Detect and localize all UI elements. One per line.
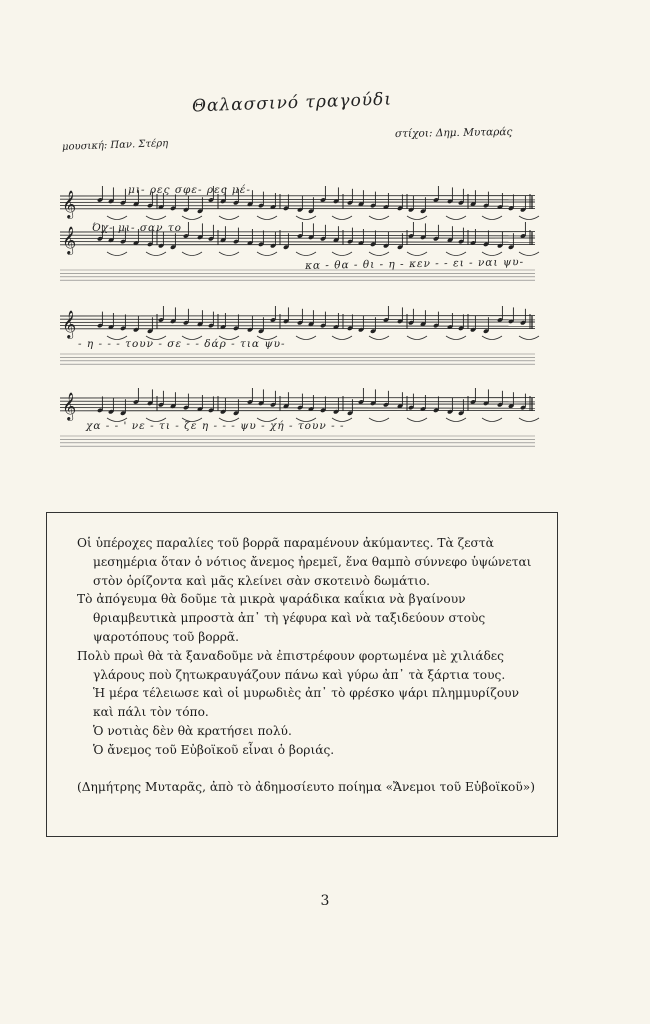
- slur: [446, 336, 466, 340]
- poem-line: Ὁ νοτιὰς δὲν θὰ κρατήσει πολύ.: [93, 723, 292, 738]
- slur: [407, 216, 427, 220]
- lyric-line: μι- ρες σφε- ρες μέ-: [128, 184, 251, 196]
- slur: [332, 216, 352, 220]
- slur: [446, 216, 466, 220]
- slur: [482, 252, 502, 256]
- slur: [369, 336, 389, 340]
- treble-clef-icon: 𝄞: [62, 310, 77, 338]
- slur: [446, 252, 466, 256]
- slur: [407, 336, 427, 340]
- composer-credit: μουσική: Παν. Στέρη: [61, 138, 169, 153]
- slur: [482, 336, 502, 340]
- slur: [296, 252, 316, 256]
- slur: [296, 336, 316, 340]
- poem-line: Οἱ ὑπέροχες παραλίες τοῦ βορρᾶ παραμένουν ἀκύμαντες. Τὰ ζεστὰ μεσημέρια ὅταν ὁ νότιος ἄνεμος ἠρεμεῖ, ἕνα θαμπὸ σύννεφο ὑψώνεται στὸν ὁρίζοντα καὶ μᾶς κλείνει σὰν σκοτεινὸ δωμάτιο.: [77, 536, 532, 588]
- slur: [182, 216, 202, 220]
- slur: [407, 418, 427, 422]
- slur: [519, 216, 539, 220]
- score-staves: [0, 0, 650, 470]
- treble-clef-icon: 𝄞: [62, 190, 77, 218]
- lyric-line: Όχ- μι- σαν το: [92, 222, 182, 234]
- slur: [146, 252, 166, 256]
- page-number: 3: [320, 893, 330, 909]
- lyric-line: κα - θα - θι - η - κεν - - ει - ναι ψυ-: [304, 256, 525, 272]
- slur: [257, 252, 277, 256]
- poem-line: Τὸ ἀπόγευμα θὰ δοῦμε τὰ μικρὰ ψαράδικα καΐκια νὰ βγαίνουν θριαμβευτικὰ μπροστὰ ἀπ᾿ τὴ γέφυρα καὶ νὰ ταξιδεύουν στοὺς ψαροτόπους τοῦ βορρᾶ.: [77, 592, 486, 644]
- slur: [332, 336, 352, 340]
- staff-line: [60, 206, 535, 207]
- lyricist-credit: στίχοι: Δημ. Μυταράς: [394, 125, 513, 141]
- slur: [519, 336, 539, 340]
- staff-line: [60, 242, 535, 243]
- treble-clef-icon: 𝄞: [62, 226, 77, 254]
- slur: [219, 252, 239, 256]
- slur: [369, 252, 389, 256]
- slur: [146, 216, 166, 220]
- slur: [219, 216, 239, 220]
- slur: [296, 216, 316, 220]
- poem-source: (Δημήτρης Μυταρᾶς, ἀπὸ τὸ ἀδημοσίευτο ποίημα «Ἄνεμοι τοῦ Εὐβοϊκοῦ»): [77, 780, 536, 794]
- treble-clef-icon: 𝄞: [62, 392, 77, 420]
- slur: [519, 252, 539, 256]
- slur: [182, 252, 202, 256]
- slur: [369, 216, 389, 220]
- music-score: [0, 0, 650, 470]
- slur: [519, 418, 539, 422]
- slur: [257, 216, 277, 220]
- poem-line: Ὁ ἄνεμος τοῦ Εὐβοϊκοῦ εἶναι ὁ βοριάς.: [93, 742, 335, 757]
- slur: [407, 252, 427, 256]
- poem-text: [77, 534, 537, 760]
- slur: [369, 418, 389, 422]
- slur: [107, 252, 127, 256]
- slur: [482, 216, 502, 220]
- poem-line: Πολὺ πρωὶ θὰ τὰ ξαναδοῦμε νὰ ἐπιστρέφουν φορτωμένα μὲ χιλιάδες γλάρους ποὺ ζητωκραυγάζουν πάνω καὶ γύρω ἀπ᾿ τὰ ξάρτια τους.: [77, 648, 506, 682]
- slur: [482, 418, 502, 422]
- slur: [332, 252, 352, 256]
- lyric-line: - η - - - τουν - σε - - δάρ - τια ψυ-: [78, 338, 286, 350]
- song-title: Θαλασσινό τραγούδι: [191, 89, 393, 117]
- slur: [107, 216, 127, 220]
- poem-line: Ἡ μέρα τέλειωσε καὶ οἱ μυρωδιὲς ἀπ᾿ τὸ φρέσκο ψάρι πλημμυρίζουν καὶ πάλι τὸν τόπο.: [93, 686, 519, 720]
- poem-box: [46, 512, 558, 837]
- lyric-line: χα - - ' νε - τι - ζε η - - - ψυ - χή - τουν - -: [86, 420, 345, 432]
- slur: [446, 418, 466, 422]
